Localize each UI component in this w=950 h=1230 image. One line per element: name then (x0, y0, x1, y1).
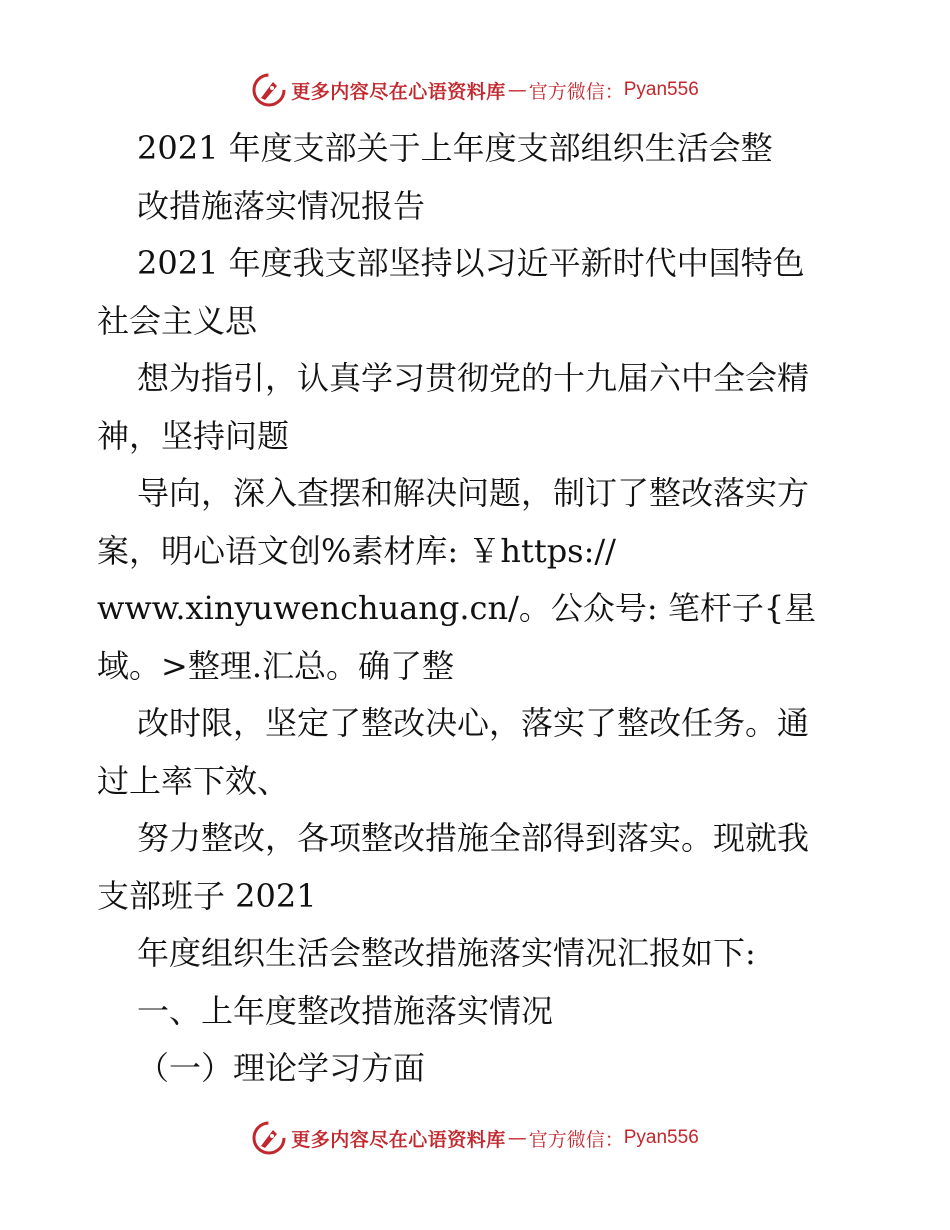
body-line: 导向，深入查摆和解决问题，制订了整改落实方 (137, 474, 810, 512)
header-watermark (0, 70, 950, 110)
body-line: 域。>整理.汇总。确了整 (97, 646, 454, 685)
body-line: 改时限，坚定了整改决心，落实了整改任务。通 (137, 704, 810, 742)
subsection-heading: （一）理论学习方面 (137, 1049, 426, 1087)
body-line: 支部班子 2021 (97, 876, 317, 915)
watermark-wechat-handle: Pyan556 (623, 79, 699, 100)
body-line: 神，坚持问题 (97, 416, 290, 455)
pen-nib-logo-icon (251, 72, 287, 108)
document-body (97, 120, 857, 1098)
body-line: 想为指引，认真学习贯彻党的十九届六中全会精 (137, 359, 810, 397)
body-line: 案，明心语文创%素材库: ￥https:// (97, 531, 616, 570)
body-line: 努力整改，各项整改措施全部得到落实。现就我 (137, 819, 810, 857)
watermark-dash: — (507, 79, 527, 101)
body-line: 年度组织生活会整改措施落实情况汇报如下: (137, 934, 756, 972)
watermark-site-text: 更多内容尽在心语资料库 (291, 80, 506, 103)
section-heading: 一、上年度整改措施落实情况 (137, 991, 554, 1030)
watermark-wechat-label: 官方微信： (528, 1128, 624, 1151)
title-line-1: 2021 年度支部关于上年度支部组织生活会整 (137, 129, 773, 167)
title-line-2: 改措施落实情况报告 (137, 186, 426, 225)
body-line: 过上率下效、 (97, 761, 290, 800)
watermark-site-text: 更多内容尽在心语资料库 (291, 1128, 506, 1151)
body-line: 社会主义思 (97, 301, 258, 340)
footer-watermark (0, 1118, 950, 1158)
body-line: 2021 年度我支部坚持以习近平新时代中国特色 (137, 244, 805, 282)
watermark-wechat-handle: Pyan556 (623, 1127, 699, 1148)
watermark-wechat-label: 官方微信： (528, 80, 624, 103)
body-line: www.xinyuwenchuang.cn/。公众号: 笔杆子{星 (97, 589, 817, 627)
pen-nib-logo-icon (251, 1120, 287, 1156)
watermark-dash: — (507, 1127, 527, 1149)
